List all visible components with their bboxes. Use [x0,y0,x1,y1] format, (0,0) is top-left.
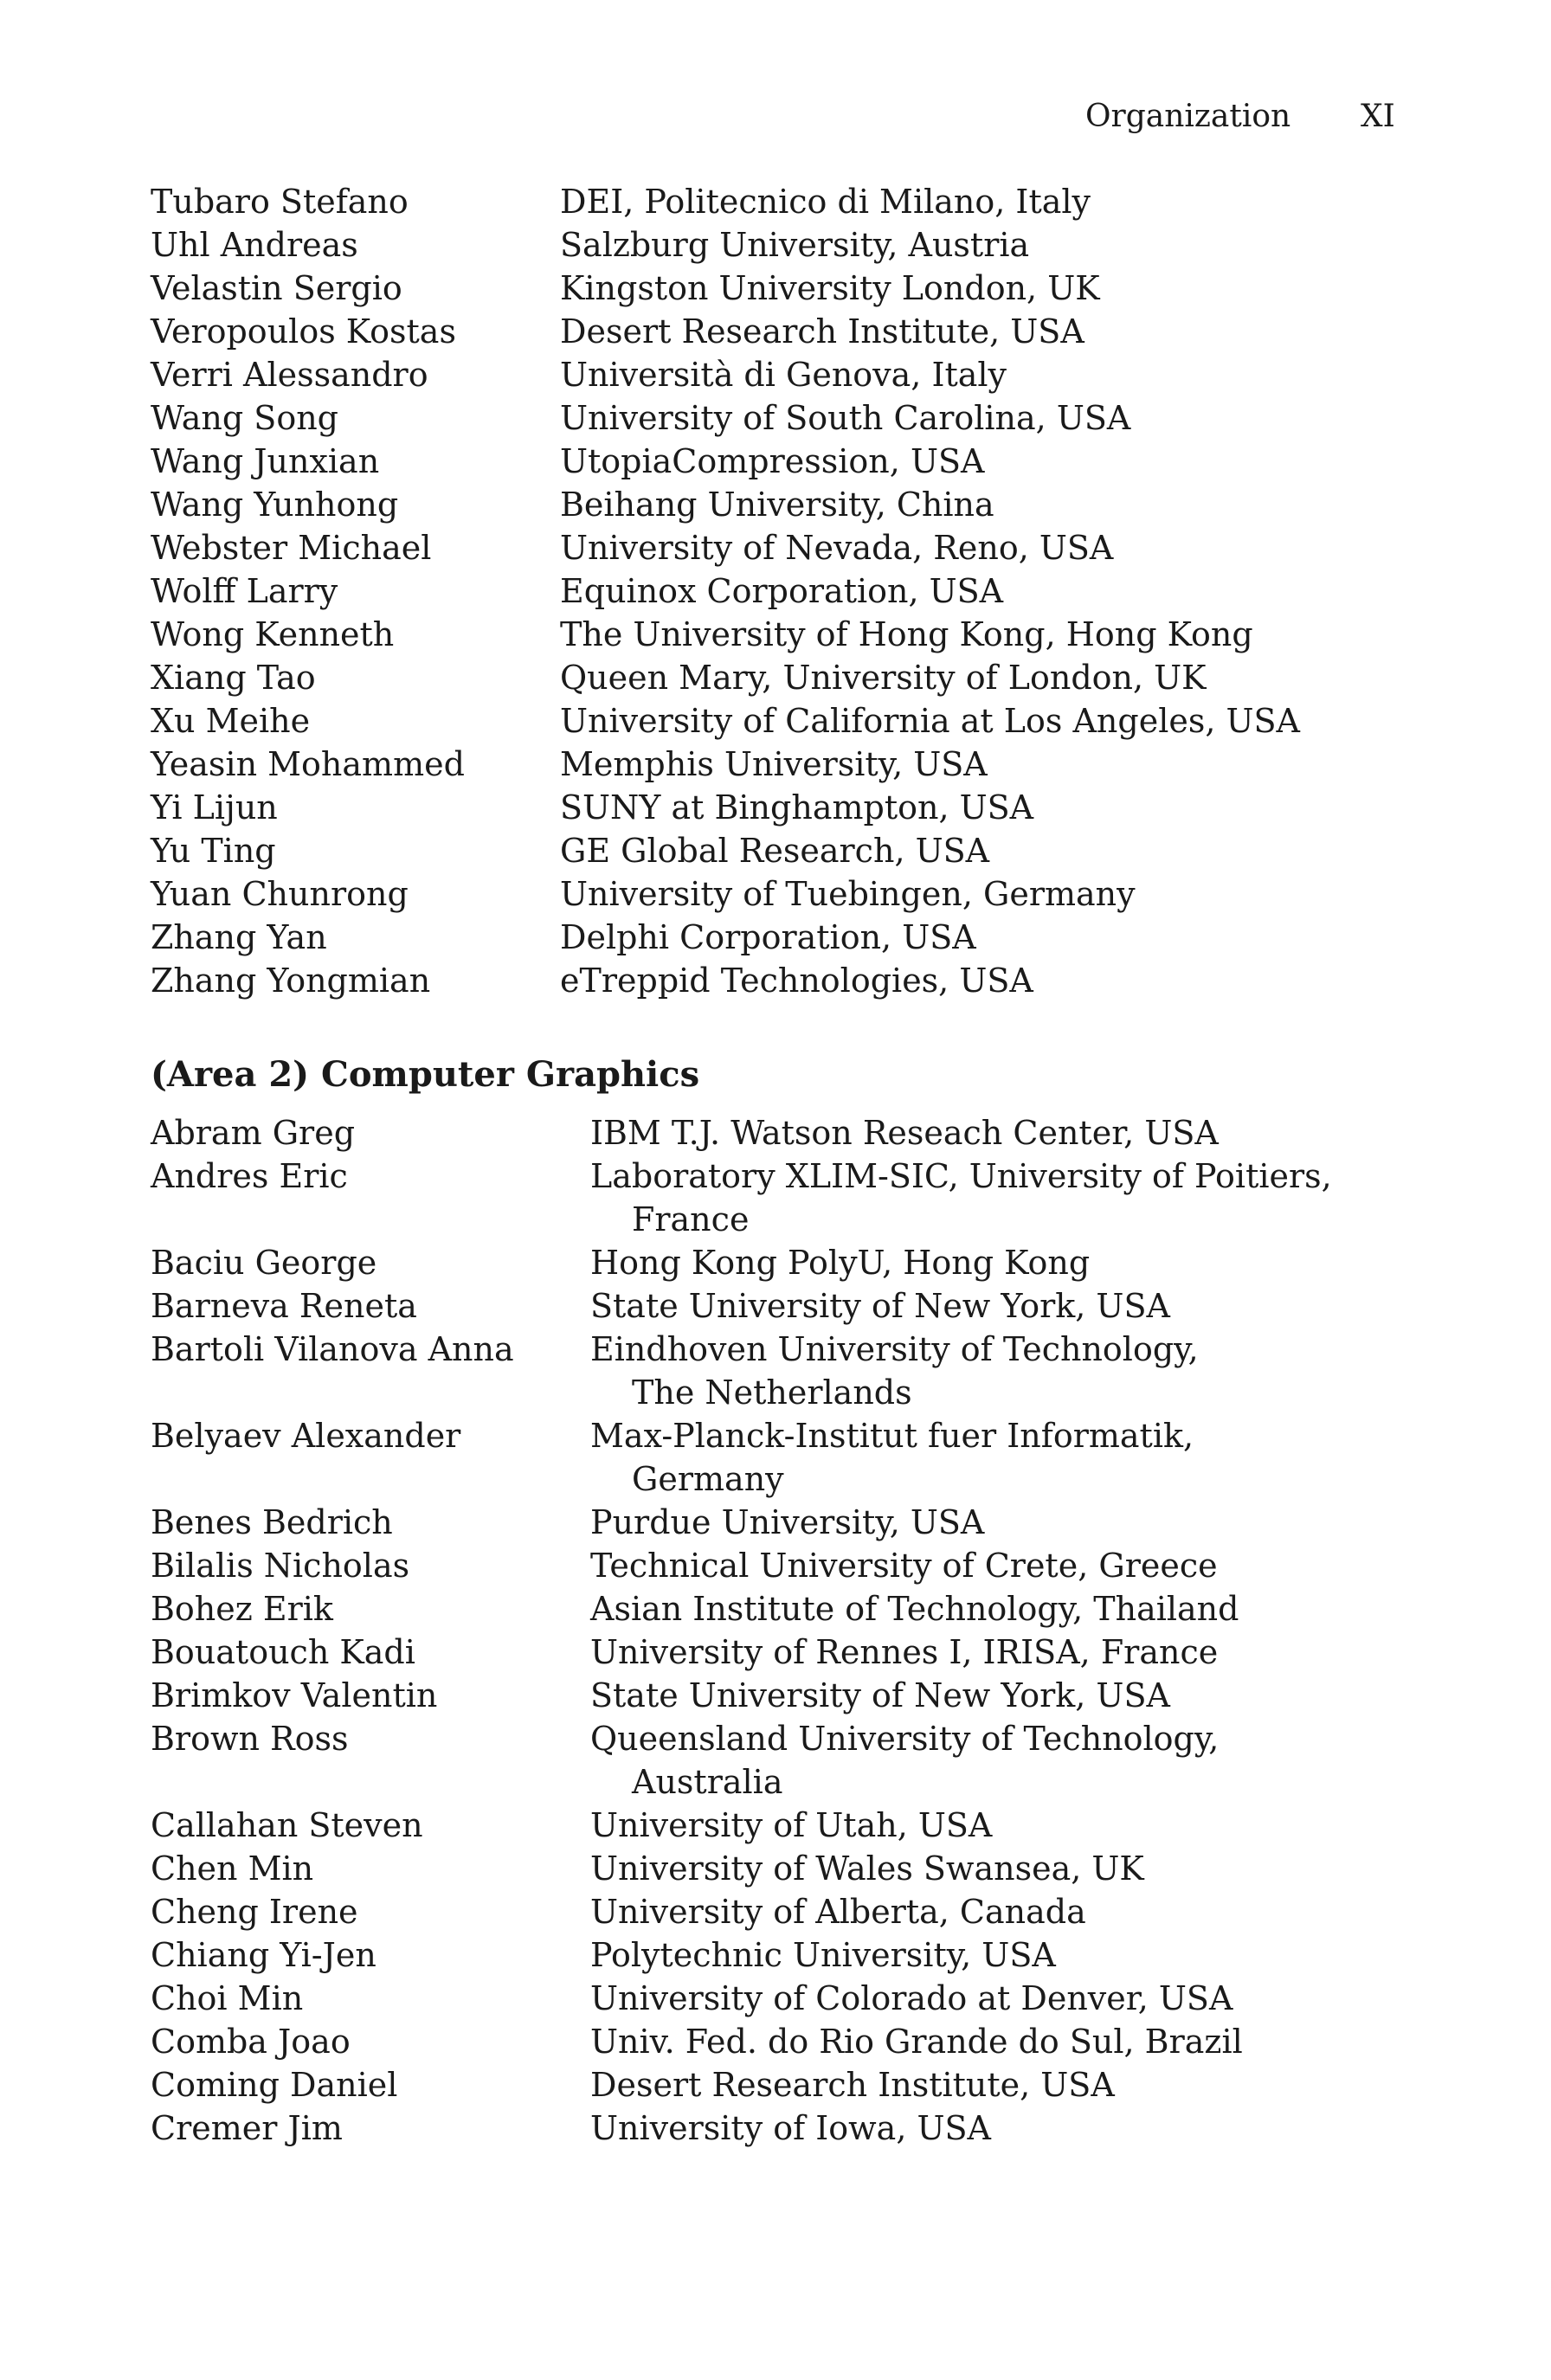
committee-row [0,1804,1551,1847]
affiliation-line: Max-Planck-Institut fuer Informatik, [590,1417,1194,1455]
member-name: Bilalis Nicholas [151,1547,410,1585]
member-name: Wang Song [151,399,338,437]
member-affiliation [590,1414,1194,1501]
section-heading-area2: (Area 2) Computer Graphics [151,1054,700,1095]
member-affiliation [590,2063,1115,2107]
committee-row [0,223,1551,267]
member-name: Verri Alessandro [151,356,428,394]
member-affiliation: eTreppid Technologies, USA [560,962,1033,1000]
affiliation-continuation: France [632,1200,750,1238]
member-name: Xu Meihe [151,702,311,740]
affiliation-line: University of Wales Swansea, UK [590,1849,1144,1888]
committee-row [0,1241,1551,1284]
affiliation-line: State University of New York, USA [590,1287,1170,1325]
member-name: Yuan Chunrong [151,875,409,913]
committee-row [0,2020,1551,2063]
committee-row [0,1587,1551,1631]
member-name: Chen Min [151,1849,314,1888]
member-name: Abram Greg [151,1114,356,1152]
member-affiliation: Equinox Corporation, USA [560,572,1004,610]
page-number: XI [1361,99,1395,134]
affiliation-line: University of Colorado at Denver, USA [590,1979,1233,2017]
committee-row [0,699,1551,743]
member-name: Brimkov Valentin [151,1676,438,1714]
committee-list-area2 [0,1111,1551,2150]
committee-row [0,440,1551,483]
committee-row [0,1544,1551,1587]
member-affiliation [590,1241,1090,1284]
affiliation-continuation: The Netherlands [632,1373,912,1412]
affiliation-line: University of Utah, USA [590,1806,993,1844]
affiliation-line: University of Alberta, Canada [590,1893,1086,1931]
member-affiliation: Kingston University London, UK [560,269,1100,307]
member-affiliation: UtopiaCompression, USA [560,442,985,480]
member-affiliation [590,1328,1199,1414]
committee-row [0,656,1551,699]
member-name: Xiang Tao [151,659,316,697]
committee-row [0,1111,1551,1155]
affiliation-line: Eindhoven University of Technology, [590,1330,1199,1368]
member-name: Wang Junxian [151,442,380,480]
member-name: Benes Bedrich [151,1503,393,1541]
affiliation-line: Technical University of Crete, Greece [590,1547,1218,1585]
affiliation-line: Univ. Fed. do Rio Grande do Sul, Brazil [590,2023,1243,2061]
committee-row [0,1328,1551,1414]
member-affiliation: GE Global Research, USA [560,832,990,870]
member-name: Wong Kenneth [151,615,395,653]
member-name: Tubaro Stefano [151,183,409,221]
committee-row [0,829,1551,872]
member-affiliation [590,2020,1243,2063]
member-affiliation: SUNY at Binghampton, USA [560,788,1034,827]
member-name: Bohez Erik [151,1590,333,1628]
committee-row [0,786,1551,829]
committee-row [0,2063,1551,2107]
member-name: Callahan Steven [151,1806,423,1844]
affiliation-line: State University of New York, USA [590,1676,1170,1714]
member-name: Yi Lijun [151,788,278,827]
member-affiliation: Queen Mary, University of London, UK [560,659,1207,697]
committee-row [0,1414,1551,1501]
member-affiliation: The University of Hong Kong, Hong Kong [560,615,1253,653]
running-header-title: Organization [1085,99,1291,134]
member-name: Barneva Reneta [151,1287,417,1325]
committee-row [0,267,1551,310]
member-affiliation [590,1155,1332,1241]
member-affiliation [590,1977,1232,2020]
member-name: Bartoli Vilanova Anna [151,1330,514,1368]
member-affiliation [590,1631,1218,1674]
committee-row [0,1631,1551,1674]
member-affiliation: Università di Genova, Italy [560,356,1007,394]
member-name: Wolff Larry [151,572,338,610]
committee-row [0,613,1551,656]
affiliation-line: Hong Kong PolyU, Hong Kong [590,1244,1091,1282]
member-affiliation [590,1717,1219,1804]
member-affiliation: University of South Carolina, USA [560,399,1131,437]
committee-row [0,1501,1551,1544]
committee-row [0,1890,1551,1933]
member-name: Zhang Yongmian [151,962,431,1000]
member-affiliation: University of Tuebingen, Germany [560,875,1136,913]
affiliation-line: Queensland University of Technology, [590,1720,1220,1758]
member-affiliation [590,1544,1218,1587]
committee-row [0,1933,1551,1977]
member-affiliation [590,1284,1170,1328]
member-name: Zhang Yan [151,918,327,956]
member-affiliation [590,1111,1219,1155]
affiliation-continuation: Germany [632,1460,784,1498]
member-name: Uhl Andreas [151,226,358,264]
committee-row [0,180,1551,223]
member-name: Yeasin Mohammed [151,745,465,783]
committee-row [0,353,1551,396]
member-name: Andres Eric [151,1157,348,1195]
member-affiliation: DEI, Politecnico di Milano, Italy [560,183,1091,221]
member-name: Baciu George [151,1244,377,1282]
member-affiliation [590,1933,1056,1977]
committee-row [0,310,1551,353]
committee-row [0,569,1551,613]
member-affiliation: Desert Research Institute, USA [560,312,1084,351]
member-name: Coming Daniel [151,2066,398,2104]
affiliation-line: University of Iowa, USA [590,2109,991,2147]
committee-row [0,396,1551,440]
committee-row [0,1284,1551,1328]
running-header [0,95,1551,138]
member-affiliation [590,1501,984,1544]
member-affiliation: Memphis University, USA [560,745,988,783]
member-name: Bouatouch Kadi [151,1633,415,1671]
affiliation-continuation: Australia [632,1763,783,1801]
member-name: Webster Michael [151,529,432,567]
affiliation-line: Laboratory XLIM-SIC, University of Poitiers, [590,1157,1332,1195]
member-affiliation [590,1890,1086,1933]
committee-row [0,1674,1551,1717]
member-name: Belyaev Alexander [151,1417,461,1455]
member-affiliation: Beihang University, China [560,486,994,524]
member-name: Cremer Jim [151,2109,343,2147]
affiliation-line: IBM T.J. Watson Reseach Center, USA [590,1114,1219,1152]
member-name: Cheng Irene [151,1893,358,1931]
affiliation-line: Desert Research Institute, USA [590,2066,1115,2104]
committee-row [0,743,1551,786]
member-affiliation [590,1587,1239,1631]
committee-row [0,526,1551,569]
committee-row [0,1847,1551,1890]
committee-row [0,1155,1551,1241]
member-affiliation: Delphi Corporation, USA [560,918,976,956]
member-affiliation [590,2107,991,2150]
member-name: Wang Yunhong [151,486,399,524]
affiliation-line: University of Rennes I, IRISA, France [590,1633,1219,1671]
member-name: Yu Ting [151,832,276,870]
affiliation-line: Asian Institute of Technology, Thailand [590,1590,1239,1628]
member-affiliation: Salzburg University, Austria [560,226,1030,264]
committee-row [0,916,1551,959]
committee-list-area1 [0,180,1551,1002]
committee-row [0,959,1551,1002]
committee-row [0,872,1551,916]
committee-row [0,2107,1551,2150]
member-name: Chiang Yi-Jen [151,1936,376,1974]
member-name: Velastin Sergio [151,269,402,307]
member-affiliation: University of California at Los Angeles, USA [560,702,1300,740]
committee-row [0,1717,1551,1804]
committee-row [0,483,1551,526]
member-affiliation [590,1804,992,1847]
affiliation-line: Purdue University, USA [590,1503,985,1541]
member-affiliation [590,1847,1144,1890]
member-name: Choi Min [151,1979,304,2017]
affiliation-line: Polytechnic University, USA [590,1936,1056,1974]
member-affiliation [590,1674,1170,1717]
member-name: Comba Joao [151,2023,351,2061]
member-name: Veropoulos Kostas [151,312,456,351]
member-affiliation: University of Nevada, Reno, USA [560,529,1114,567]
committee-row [0,1977,1551,2020]
member-name: Brown Ross [151,1720,349,1758]
